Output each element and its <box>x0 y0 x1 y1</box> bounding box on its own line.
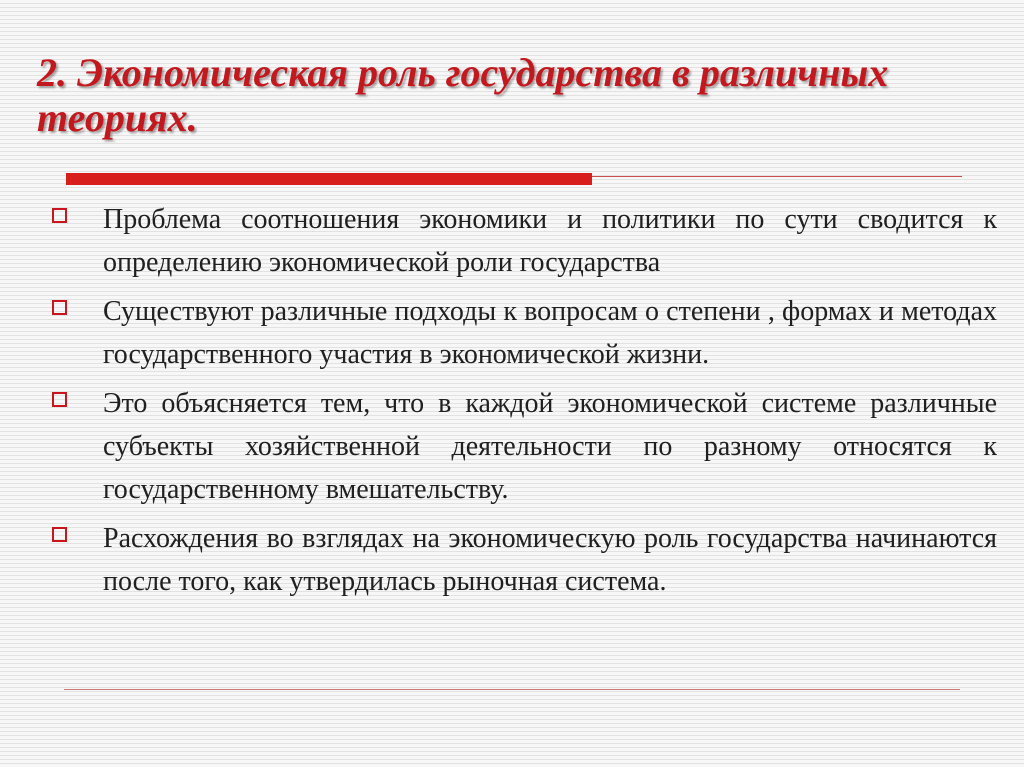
hollow-square-icon <box>52 392 67 407</box>
bullet-text: Расхождения во взглядах на экономическую роль государства начинаются после того, как утвердилась рыночная система. <box>103 523 997 597</box>
bullet-item <box>52 382 997 511</box>
bullet-text: Существуют различные подходы к вопросам о степени , формах и методах государственного участия в экономической жизни. <box>103 296 997 370</box>
bullet-list <box>52 198 997 609</box>
slide-title: 2. Экономическая роль государства в различных теориях. <box>37 50 889 140</box>
bullet-text: Проблема соотношения экономики и политики по сути сводится к определению экономической роли государства <box>103 204 997 278</box>
bullet-item <box>52 198 997 284</box>
title-divider-thin <box>592 176 962 177</box>
title-divider-thick <box>66 173 592 185</box>
bullet-item <box>52 517 997 603</box>
bottom-divider <box>64 689 960 690</box>
bullet-item <box>52 290 997 376</box>
hollow-square-icon <box>52 300 67 315</box>
hollow-square-icon <box>52 208 67 223</box>
hollow-square-icon <box>52 527 67 542</box>
bullet-text: Это объясняется тем, что в каждой экономической системе различные субъекты хозяйственной деятельности по разному относятся к государственному вмешательству. <box>103 388 997 505</box>
